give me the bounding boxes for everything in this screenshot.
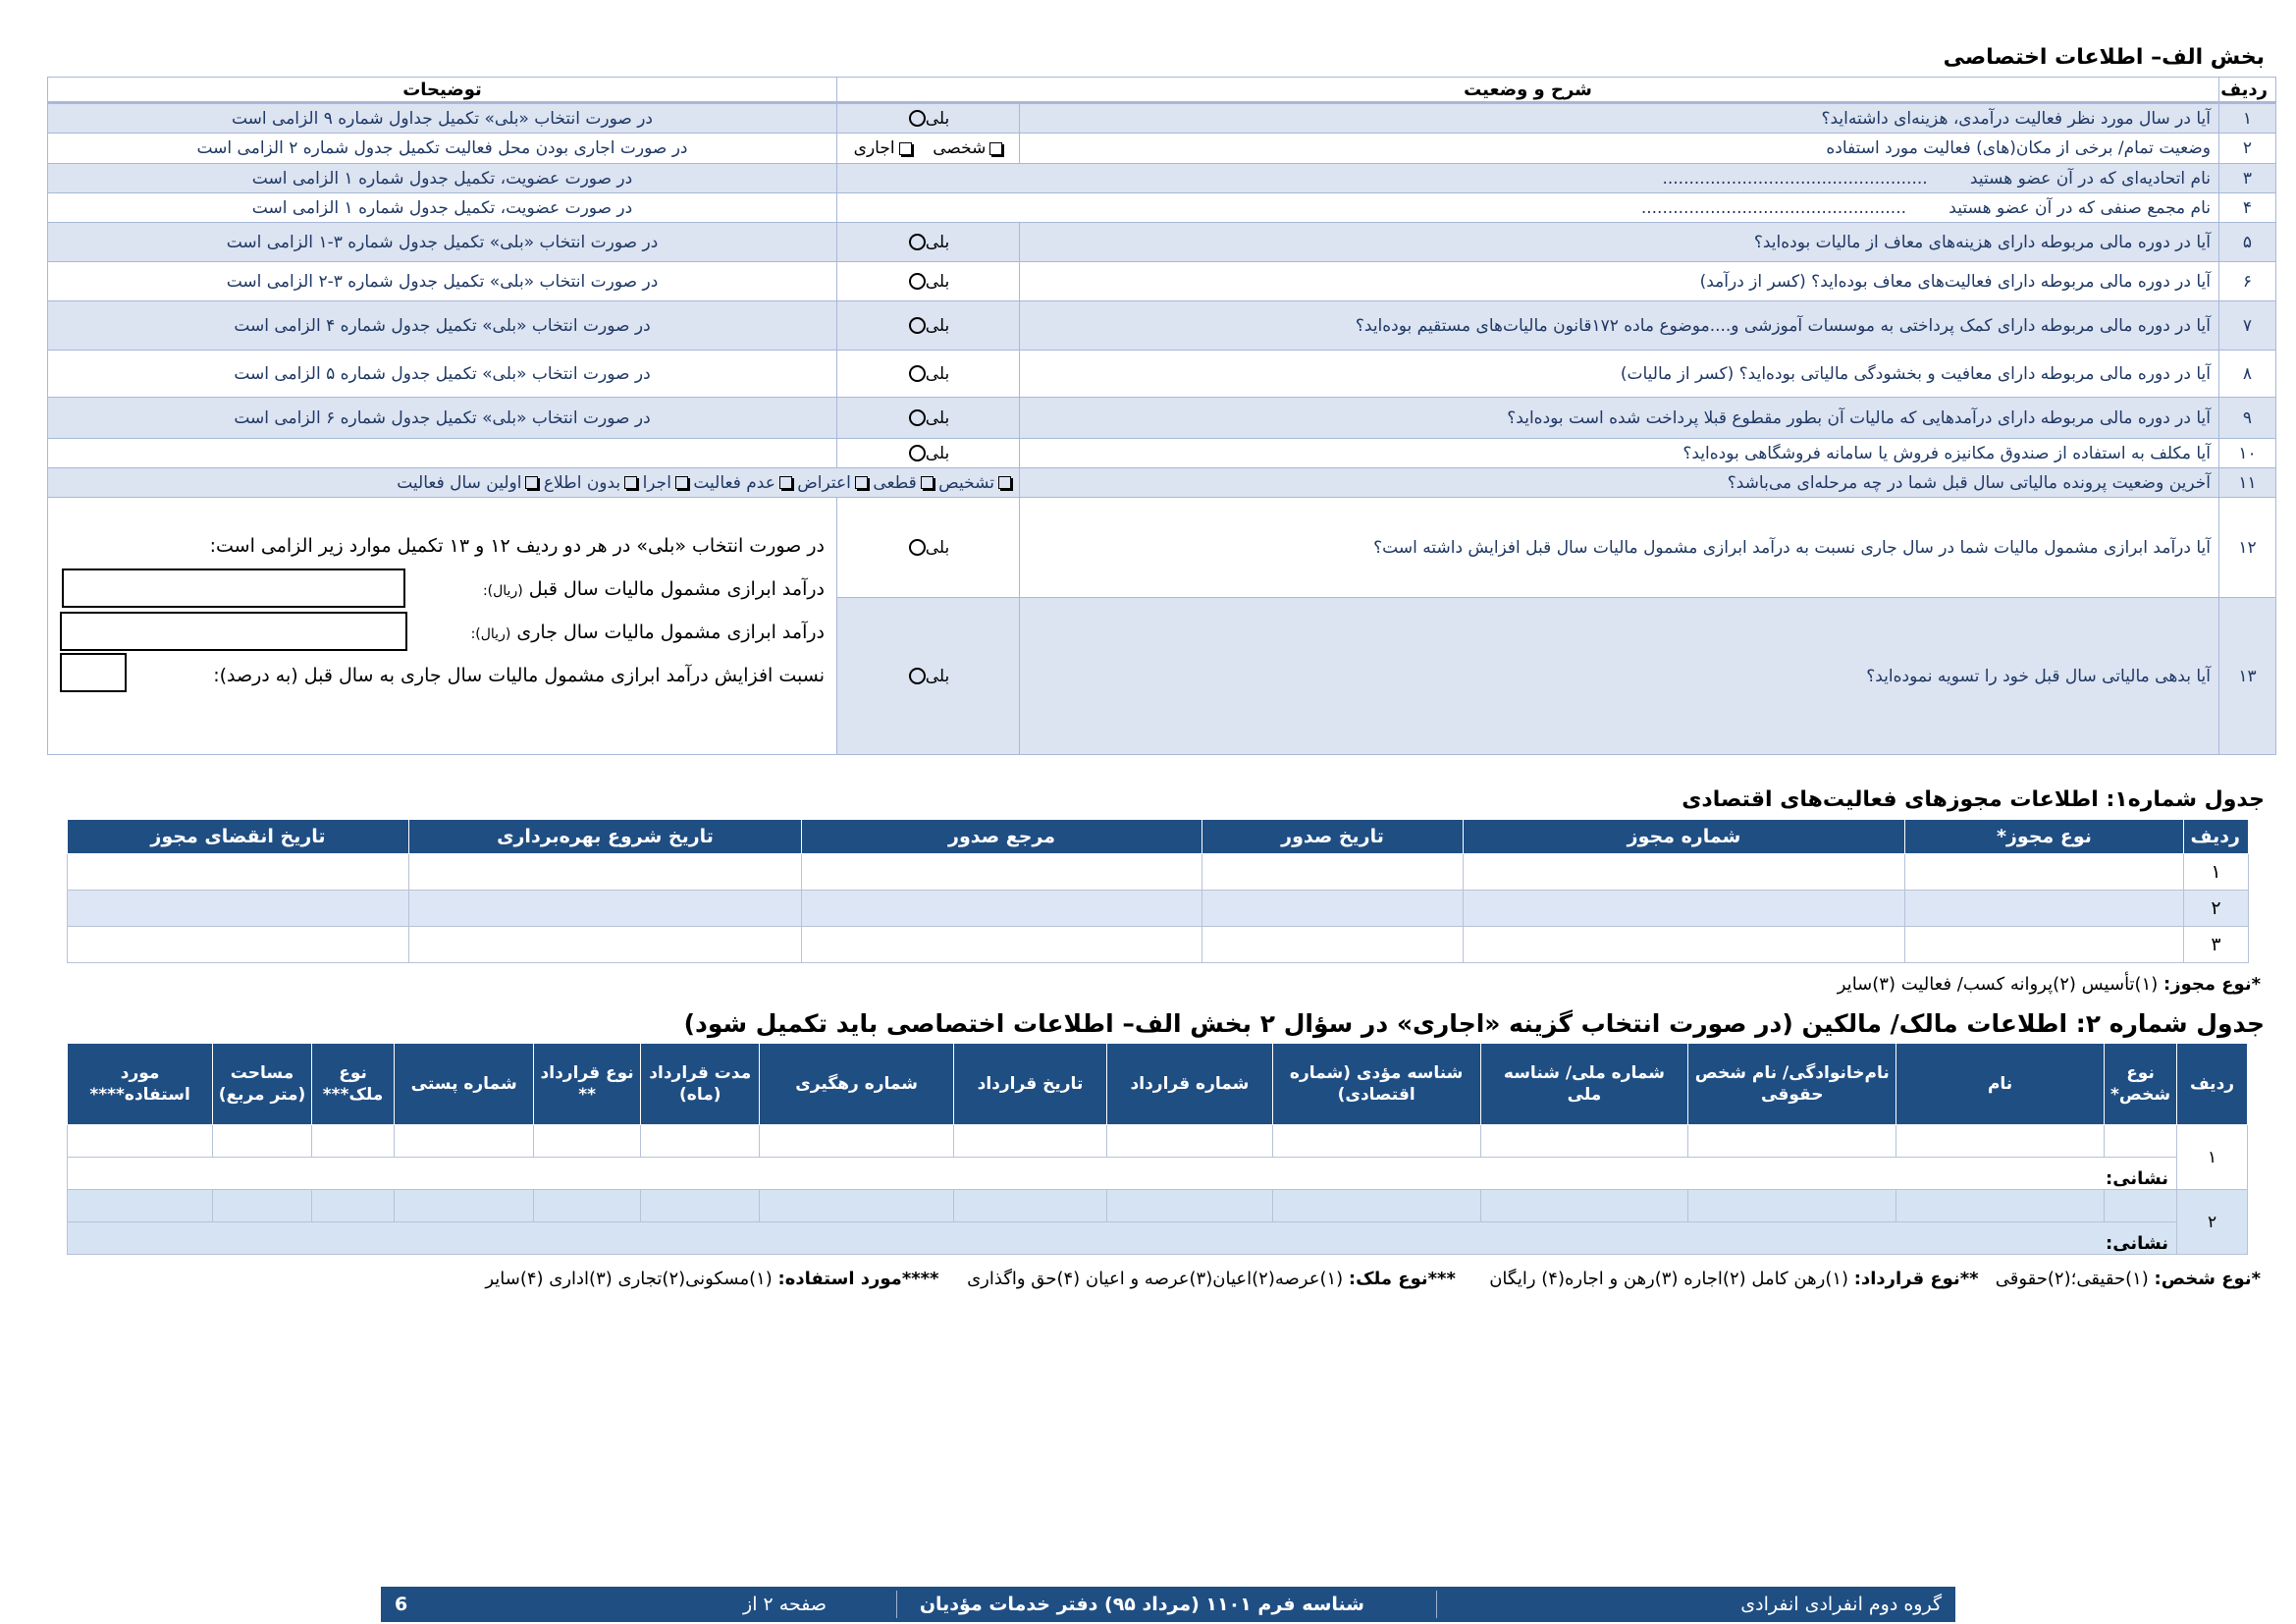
table-cell[interactable]	[68, 854, 409, 891]
owners-table	[67, 1043, 2248, 1255]
section-a-title: بخش الف– اطلاعات اختصاصی	[1943, 45, 2265, 70]
question-text: آیا در دوره مالی مربوطه دارای کمک پرداختی به موسسات آموزشی و....موضوع ماده ۱۷۲قانون مالیات‌های مستقیم بوده‌اید؟	[1020, 301, 2219, 351]
question-text: آیا بدهی مالیاتی سال قبل خود را تسویه نموده‌اید؟	[1020, 598, 2219, 755]
question-text: نام اتحادیه‌ای که در آن عضو هستید	[1969, 168, 2211, 189]
table-cell[interactable]	[409, 891, 802, 927]
row-number: ۳	[2219, 164, 2276, 193]
table-header: شناسه مؤدی (شماره اقتصادی)	[1272, 1044, 1480, 1125]
cur-income-label: درآمد ابرازی مشمول مالیات سال جاری	[516, 622, 825, 643]
radio-button-icon[interactable]	[909, 110, 926, 127]
table-cell[interactable]	[760, 1125, 953, 1158]
table-cell[interactable]	[534, 1125, 641, 1158]
table-cell[interactable]	[953, 1190, 1106, 1222]
footnote-text: (۱)عرصه(۲)اعیان(۳)عرصه و اعیان (۴)حق واگذاری	[967, 1269, 1349, 1289]
checkbox-icon[interactable]	[624, 476, 637, 489]
stage-option[interactable]	[643, 473, 688, 493]
yes-option[interactable]	[837, 398, 1020, 439]
table-header: ردیف	[2177, 1044, 2248, 1125]
table-cell[interactable]	[1272, 1125, 1480, 1158]
unit-label: (ریال):	[482, 583, 523, 599]
table-header: تاریخ انقضای مجوز	[68, 820, 409, 854]
question-text: وضعیت تمام/ برخی از مکان(های) فعالیت مورد استفاده	[1020, 134, 2219, 164]
table-cell[interactable]	[409, 927, 802, 963]
table-cell[interactable]	[1272, 1190, 1480, 1222]
row-note: در صورت عضویت، تکمیل جدول شماره ۱ الزامی است	[48, 164, 837, 193]
row-number: ۱۳	[2219, 598, 2276, 755]
radio-button-icon[interactable]	[909, 539, 926, 556]
row-number: ۳	[2184, 927, 2249, 963]
footer-form-id: شناسه فرم ۱۱۰۱ (مرداد ۹۵) دفتر خدمات مؤدیان	[919, 1594, 1364, 1615]
table-cell[interactable]	[802, 854, 1202, 891]
radio-button-icon[interactable]	[909, 445, 926, 461]
col-row-header: ردیف	[2219, 78, 2276, 103]
footnote-label: **نوع قرارداد:	[1853, 1269, 1979, 1289]
table-cell[interactable]	[1688, 1125, 1896, 1158]
stage-label: قطعی	[873, 472, 917, 493]
prev-income-label: درآمد ابرازی مشمول مالیات سال قبل	[528, 578, 825, 600]
table-row	[68, 1190, 2248, 1222]
footnote-text: (۱)مسکونی(۲)تجاری (۳)اداری (۴)سایر	[485, 1269, 778, 1289]
section-a-row	[48, 193, 2276, 223]
option-personal-label: شخصی	[933, 138, 987, 158]
row-number: ۸	[2219, 351, 2276, 398]
table-cell[interactable]	[311, 1190, 394, 1222]
section-a-row	[48, 398, 2276, 439]
prev-income-input[interactable]	[62, 568, 405, 608]
table-header: مدت قرارداد (ماه)	[641, 1044, 760, 1125]
table-cell[interactable]	[2105, 1125, 2177, 1158]
table-row	[68, 854, 2249, 891]
table-cell[interactable]	[2105, 1190, 2177, 1222]
prev-income-label-row	[483, 578, 825, 600]
footnote-label: ****مورد استفاده:	[777, 1269, 939, 1289]
yes-option[interactable]	[837, 439, 1020, 468]
row-number: ۶	[2219, 262, 2276, 301]
footer-divider	[1436, 1591, 1437, 1618]
question-text: آیا در دوره مالی مربوطه دارای فعالیت‌های معاف بوده‌اید؟ (کسر از درآمد)	[1020, 262, 2219, 301]
stage-label: بدون اطلاع	[543, 472, 621, 493]
row-note: در صورت انتخاب «بلی» تکمیل جدول شماره ۳-۲ الزامی است	[48, 262, 837, 301]
table-cell[interactable]	[213, 1190, 312, 1222]
table-header: نوع قرارداد **	[534, 1044, 641, 1125]
table-cell[interactable]	[1107, 1190, 1273, 1222]
table-cell[interactable]	[68, 1125, 213, 1158]
section-a-row	[48, 439, 2276, 468]
ratio-label: نسبت افزایش درآمد ابرازی مشمول مالیات سال جاری به سال قبل (به درصد):	[213, 665, 825, 686]
income-increase-intro: در صورت انتخاب «بلی» در هر دو ردیف ۱۲ و ۱۳ تکمیل موارد زیر الزامی است:	[209, 535, 825, 557]
row-number: ۷	[2219, 301, 2276, 351]
table-cell[interactable]	[68, 891, 409, 927]
stage-option[interactable]	[873, 473, 933, 493]
table-header: تاریخ قرارداد	[953, 1044, 1106, 1125]
table-cell[interactable]	[1202, 891, 1464, 927]
question-cell	[837, 164, 2219, 193]
yes-label: بلی	[925, 363, 950, 384]
footnote-text: (۱)رهن کامل (۲)اجاره (۳)رهن و اجاره(۴) رایگان	[1489, 1269, 1854, 1289]
yes-label: بلی	[925, 443, 950, 463]
table-header: شماره ملی/ شناسه ملی	[1480, 1044, 1688, 1125]
address-label: نشانی:	[2106, 1233, 2169, 1254]
option-rental-label: اجاری	[853, 138, 895, 158]
stage-option[interactable]	[938, 473, 1011, 493]
yes-option[interactable]	[837, 103, 1020, 134]
footnote-text: (۱)تأسیس (۲)پروانه کسب/ فعالیت (۳)سایر	[1837, 974, 2164, 995]
col-notes-header: توضیحات	[48, 78, 837, 103]
checkbox-icon[interactable]	[525, 476, 538, 489]
ratio-input[interactable]	[60, 653, 127, 692]
stage-option[interactable]	[797, 473, 868, 493]
address-row	[68, 1222, 2248, 1255]
row-number: ۵	[2219, 223, 2276, 262]
section-a-row	[48, 134, 2276, 164]
table-row	[68, 927, 2249, 963]
table-header-row	[68, 1044, 2248, 1125]
checkbox-icon[interactable]	[899, 142, 912, 155]
licenses-table	[67, 819, 2249, 963]
option-personal[interactable]	[933, 138, 1002, 158]
footnote-label: *نوع مجوز:	[2163, 974, 2261, 995]
yes-label: بلی	[925, 666, 950, 686]
section-a-row	[48, 301, 2276, 351]
footer-page-total: 6	[395, 1594, 408, 1615]
table-header: مرجع صدور	[802, 820, 1202, 854]
row-number: ۲	[2184, 891, 2249, 927]
yes-label: بلی	[925, 315, 950, 336]
section-a-row	[48, 164, 2276, 193]
row-number: ۱	[2184, 854, 2249, 891]
stage-label: اعتراض	[797, 472, 851, 493]
row-note: در صورت انتخاب «بلی» تکمیل جداول شماره ۹ الزامی است	[48, 103, 837, 134]
yes-label: بلی	[925, 407, 950, 428]
table-cell[interactable]	[802, 891, 1202, 927]
row-note: در صورت انتخاب «بلی» تکمیل جدول شماره ۴ الزامی است	[48, 301, 837, 351]
question-text: آیا در دوره مالی مربوطه دارای درآمدهایی که مالیات آن بطور مقطوع قبلا پرداخت شده است بوده‌اید؟	[1020, 398, 2219, 439]
income-increase-panel	[48, 498, 837, 755]
question-text: نام مجمع صنفی که در آن عضو هستید	[1949, 197, 2211, 218]
table-cell[interactable]	[1905, 927, 2184, 963]
section-a-table	[47, 77, 2276, 755]
table-header: شماره رهگیری	[760, 1044, 953, 1125]
table-cell[interactable]	[395, 1125, 534, 1158]
table-cell[interactable]	[1896, 1125, 2105, 1158]
row-number: ۱۰	[2219, 439, 2276, 468]
checkbox-icon[interactable]	[989, 142, 1002, 155]
table2-title: جدول شماره ۲: اطلاعات مالک/ مالکین (در صورت انتخاب گزینه «اجاری» در سؤال ۲ بخش الف– اطلاعات اختصاصی باید تکمیل شود)	[683, 1009, 2265, 1038]
table-cell[interactable]	[641, 1125, 760, 1158]
stage-option[interactable]	[544, 473, 637, 493]
table-cell[interactable]	[1480, 1125, 1688, 1158]
row-note	[48, 439, 837, 468]
stage-label: عدم فعالیت	[693, 472, 775, 493]
table-cell[interactable]	[68, 1190, 213, 1222]
table-header: شماره پستی	[395, 1044, 534, 1125]
checkbox-icon[interactable]	[779, 476, 792, 489]
yes-label: بلی	[925, 108, 950, 129]
table-row	[68, 1125, 2248, 1158]
table-header-row	[68, 820, 2249, 854]
table-cell[interactable]	[802, 927, 1202, 963]
radio-button-icon[interactable]	[909, 365, 926, 382]
row-note: در صورت اجاری بودن محل فعالیت تکمیل جدول شماره ۲ الزامی است	[48, 134, 837, 164]
ownership-options	[837, 134, 1020, 164]
address-cell[interactable]	[68, 1158, 2177, 1190]
table-cell[interactable]	[1464, 891, 1905, 927]
table-header: تاریخ شروع بهره‌برداری	[409, 820, 802, 854]
table-cell[interactable]	[1464, 927, 1905, 963]
section-a-row	[48, 351, 2276, 398]
table-cell[interactable]	[953, 1125, 1106, 1158]
yes-option[interactable]	[837, 301, 1020, 351]
table-header: نام	[1896, 1044, 2105, 1125]
table-header: شماره قرارداد	[1107, 1044, 1273, 1125]
yes-option[interactable]	[837, 498, 1020, 598]
table1-title: جدول شماره۱: اطلاعات مجوزهای فعالیت‌های اقتصادی	[1682, 787, 2265, 812]
table-header: ردیف	[2184, 820, 2249, 854]
question-text: آیا درآمد ابرازی مشمول مالیات شما در سال جاری نسبت به درآمد ابرازی مشمول مالیات سال قبل افزایش داشته است؟	[1020, 498, 2219, 598]
yes-label: بلی	[925, 232, 950, 252]
cur-income-input[interactable]	[60, 612, 407, 651]
footnote-label: ***نوع ملک:	[1348, 1269, 1456, 1289]
fill-in-field[interactable]: ..................................................	[1662, 168, 1928, 189]
table1-footnote	[1838, 974, 2261, 995]
footer-page-label: صفحه ۲ از	[743, 1594, 827, 1615]
table-cell[interactable]	[1896, 1190, 2105, 1222]
yes-option[interactable]	[837, 223, 1020, 262]
checkbox-icon[interactable]	[921, 476, 934, 489]
section-a-row	[48, 468, 2276, 498]
stage-option[interactable]	[693, 473, 792, 493]
footnote-label: *نوع شخص:	[2154, 1269, 2261, 1289]
address-row	[68, 1158, 2248, 1190]
checkbox-icon[interactable]	[675, 476, 688, 489]
footer-divider	[896, 1591, 897, 1618]
table-cell[interactable]	[1107, 1125, 1273, 1158]
row-number: ۱۲	[2219, 498, 2276, 598]
question-text: آیا در دوره مالی مربوطه دارای معافیت و بخشودگی مالیاتی بوده‌اید؟ (کسر از مالیات)	[1020, 351, 2219, 398]
fill-in-field[interactable]: ..................................................	[1640, 197, 1907, 218]
address-label: نشانی:	[2106, 1168, 2169, 1189]
row-number: ۱	[2219, 103, 2276, 134]
row-number: ۲	[2177, 1190, 2248, 1255]
yes-option[interactable]	[837, 262, 1020, 301]
cur-income-label-row	[471, 622, 825, 643]
table-cell[interactable]	[1905, 891, 2184, 927]
unit-label: (ریال):	[470, 626, 511, 642]
radio-button-icon[interactable]	[909, 234, 926, 250]
question-text: آیا در سال مورد نظر فعالیت درآمدی، هزینه‌ای داشته‌اید؟	[1020, 103, 2219, 134]
section-a-row	[48, 498, 2276, 598]
table-cell[interactable]	[395, 1190, 534, 1222]
table2-footnotes	[485, 1269, 2261, 1289]
row-number: ۱۱	[2219, 468, 2276, 498]
page-footer	[381, 1587, 1955, 1622]
table-cell[interactable]	[1464, 854, 1905, 891]
row-number: ۴	[2219, 193, 2276, 223]
section-a-row	[48, 262, 2276, 301]
radio-button-icon[interactable]	[909, 317, 926, 334]
table-header: مساحت (متر مربع)	[213, 1044, 312, 1125]
table-cell[interactable]	[1480, 1190, 1688, 1222]
table-header: نوع ملک***	[311, 1044, 394, 1125]
question-text: آیا در دوره مالی مربوطه دارای هزینه‌های معاف از مالیات بوده‌اید؟	[1020, 223, 2219, 262]
question-text: آیا مکلف به استفاده از صندوق مکانیزه فروش یا سامانه فروشگاهی بوده‌اید؟	[1020, 439, 2219, 468]
address-cell[interactable]	[68, 1222, 2177, 1255]
question-cell	[837, 193, 2219, 223]
stage-label: اجرا	[642, 472, 671, 493]
table-cell[interactable]	[1688, 1190, 1896, 1222]
table-cell[interactable]	[534, 1190, 641, 1222]
table-header: نام‌خانوادگی/ نام شخص حقوقی	[1688, 1044, 1896, 1125]
row-number: ۹	[2219, 398, 2276, 439]
table-header: تاریخ صدور	[1202, 820, 1464, 854]
stage-label: اولین سال فعالیت	[397, 472, 522, 493]
footer-group: گروه دوم انفرادی انفرادی	[1740, 1594, 1942, 1615]
row-number: ۲	[2219, 134, 2276, 164]
yes-label: بلی	[925, 271, 950, 292]
stage-option[interactable]	[397, 473, 538, 493]
table-cell[interactable]	[311, 1125, 394, 1158]
table-cell[interactable]	[641, 1190, 760, 1222]
yes-option[interactable]	[837, 598, 1020, 755]
radio-button-icon[interactable]	[909, 273, 926, 290]
question-text: آخرین وضعیت پرونده مالیاتی سال قبل شما در چه مرحله‌ای می‌باشد؟	[1020, 468, 2219, 498]
table-header: نوع مجوز*	[1905, 820, 2184, 854]
yes-option[interactable]	[837, 351, 1020, 398]
table-cell[interactable]	[68, 927, 409, 963]
radio-button-icon[interactable]	[909, 668, 926, 684]
row-note: در صورت انتخاب «بلی» تکمیل جدول شماره ۵ الزامی است	[48, 351, 837, 398]
row-note: در صورت انتخاب «بلی» تکمیل جدول شماره ۳-۱ الزامی است	[48, 223, 837, 262]
table-header: شماره مجوز	[1464, 820, 1905, 854]
checkbox-icon[interactable]	[855, 476, 868, 489]
row-number: ۱	[2177, 1125, 2248, 1190]
table-header: مورد استفاده****	[68, 1044, 213, 1125]
table-header: نوع شخص*	[2105, 1044, 2177, 1125]
col-desc-header: شرح و وضعیت	[837, 78, 2219, 103]
table-cell[interactable]	[760, 1190, 953, 1222]
table-cell[interactable]	[1905, 854, 2184, 891]
yes-label: بلی	[925, 537, 950, 558]
radio-button-icon[interactable]	[909, 409, 926, 426]
section-a-row	[48, 103, 2276, 134]
stage-label: تشخیص	[938, 472, 994, 493]
row-note: در صورت عضویت، تکمیل جدول شماره ۱ الزامی است	[48, 193, 837, 223]
footnote-text: (۱)حقیقی؛(۲)حقوقی	[1995, 1269, 2155, 1289]
table-row	[68, 891, 2249, 927]
table-cell[interactable]	[409, 854, 802, 891]
table-cell[interactable]	[1202, 927, 1464, 963]
table-cell[interactable]	[213, 1125, 312, 1158]
option-rental[interactable]	[854, 138, 912, 158]
table-cell[interactable]	[1202, 854, 1464, 891]
row-note: در صورت انتخاب «بلی» تکمیل جدول شماره ۶ الزامی است	[48, 398, 837, 439]
tax-file-stage-options	[48, 468, 1020, 498]
checkbox-icon[interactable]	[998, 476, 1011, 489]
section-a-row	[48, 223, 2276, 262]
